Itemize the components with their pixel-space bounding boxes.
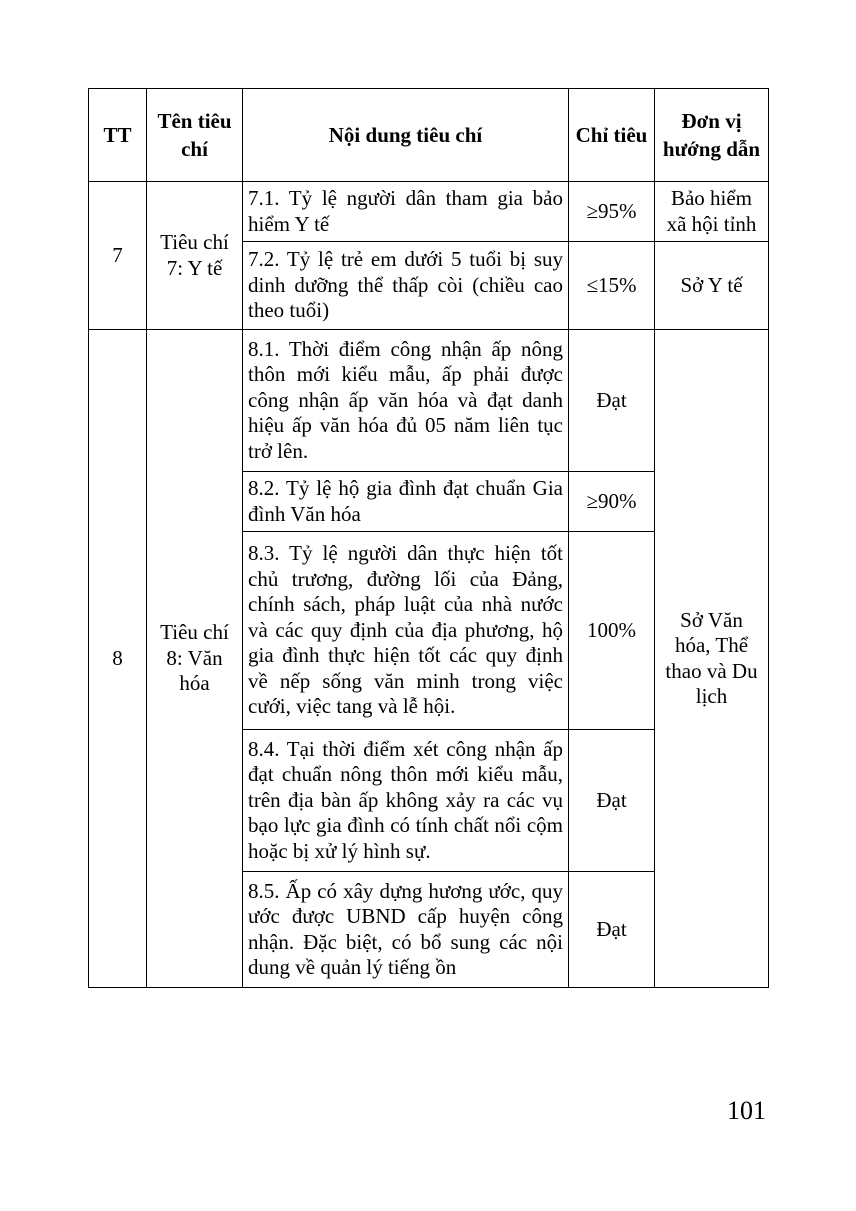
criterion-target: Đạt xyxy=(569,872,655,988)
criterion-target: ≥95% xyxy=(569,182,655,242)
guiding-unit: Sở Y tế xyxy=(655,242,769,330)
criterion-content: 8.4. Tại thời điểm xét công nhận ấp đạt chuẩn nông thôn mới kiểu mẫu, trên địa bàn ấp không xảy ra các vụ bạo lực gia đình có tính chất nổi cộm hoặc bị xử lý hình sự. xyxy=(243,730,569,872)
header-guiding-unit: Đơn vị hướng dẫn xyxy=(655,89,769,182)
criterion-content: 8.3. Tỷ lệ người dân thực hiện tốt chủ trương, đường lối của Đảng, chính sách, pháp luật của nhà nước và các quy định của địa phương, hộ gia đình thực hiện tốt các quy định về nếp sống văn minh trong việc cưới, việc tang và lễ hội. xyxy=(243,532,569,730)
guiding-unit: Sở Văn hóa, Thể thao và Du lịch xyxy=(655,330,769,988)
guiding-unit: Bảo hiểm xã hội tỉnh xyxy=(655,182,769,242)
criterion-content: 8.5. Ấp có xây dựng hương ước, quy ước được UBND cấp huyện công nhận. Đặc biệt, có bổ sung các nội dung về quản lý tiếng ồn xyxy=(243,872,569,988)
row-number: 8 xyxy=(89,330,147,988)
criterion-target: Đạt xyxy=(569,330,655,472)
table-row xyxy=(89,182,769,242)
header-criterion-name: Tên tiêu chí xyxy=(147,89,243,182)
criterion-content: 7.2. Tỷ lệ trẻ em dưới 5 tuổi bị suy dinh dưỡng thể thấp còi (chiều cao theo tuổi) xyxy=(243,242,569,330)
criterion-content: 7.1. Tỷ lệ người dân tham gia bảo hiểm Y tế xyxy=(243,182,569,242)
header-tt: TT xyxy=(89,89,147,182)
page-number: 101 xyxy=(727,1096,766,1125)
criterion-target: 100% xyxy=(569,532,655,730)
header-row xyxy=(89,89,769,182)
criterion-name: Tiêu chí 7: Y tế xyxy=(147,182,243,330)
criterion-content: 8.2. Tỷ lệ hộ gia đình đạt chuẩn Gia đình Văn hóa xyxy=(243,472,569,532)
header-target: Chỉ tiêu xyxy=(569,89,655,182)
header-criterion-content: Nội dung tiêu chí xyxy=(243,89,569,182)
criterion-target: ≤15% xyxy=(569,242,655,330)
criterion-content: 8.1. Thời điểm công nhận ấp nông thôn mới kiểu mẫu, ấp phải được công nhận ấp văn hóa và đạt danh hiệu ấp văn hóa đủ 05 năm liên tục trở lên. xyxy=(243,330,569,472)
criterion-target: ≥90% xyxy=(569,472,655,532)
criteria-table xyxy=(88,88,769,988)
table-row xyxy=(89,330,769,472)
criterion-name: Tiêu chí 8: Văn hóa xyxy=(147,330,243,988)
row-number: 7 xyxy=(89,182,147,330)
criterion-target: Đạt xyxy=(569,730,655,872)
